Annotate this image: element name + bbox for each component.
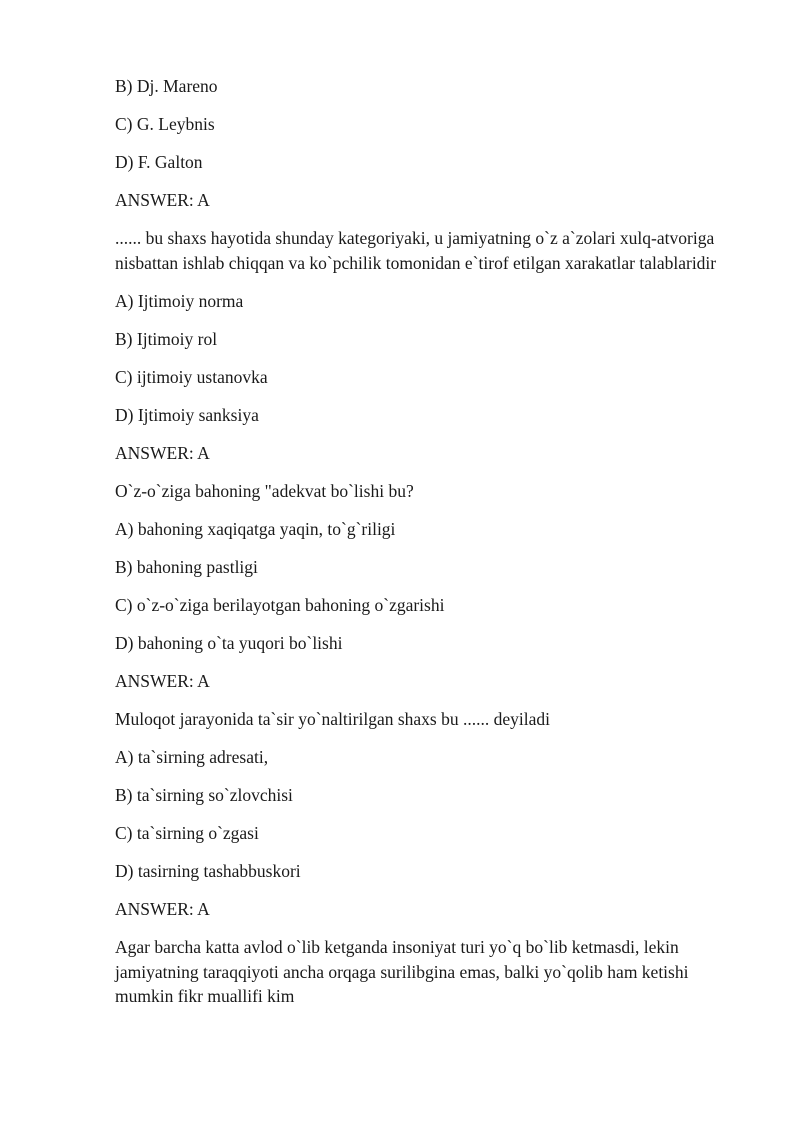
option-line: B) Dj. Mareno	[115, 76, 218, 96]
answer-line: ANSWER: A	[115, 443, 210, 463]
question-text: Muloqot jarayonida ta`sir yo`naltirilgan shaxs bu ...... deyiladi	[115, 709, 550, 729]
option-line: D) bahoning o`ta yuqori bo`lishi	[115, 633, 343, 653]
option-line: D) F. Galton	[115, 152, 203, 172]
option-line: D) Ijtimoiy sanksiya	[115, 405, 259, 425]
option-line: B) Ijtimoiy rol	[115, 329, 218, 349]
question-text: ...... bu shaxs hayotida shunday kategoriyaki, u jamiyatning o`z a`zolari xulq-atvoriga nisbattan ishlab chiqqan va ko`pchilik tomonidan e`tirof etilgan xarakatlar talablaridir	[115, 228, 717, 273]
option-line: D) tasirning tashabbuskori	[115, 861, 301, 881]
option-line: C) ijtimoiy ustanovka	[115, 367, 268, 387]
option-line: A) ta`sirning adresati,	[115, 747, 269, 767]
answer-line: ANSWER: A	[115, 671, 210, 691]
option-line: C) G. Leybnis	[115, 114, 215, 134]
question-text: O`z-o`ziga bahoning "adekvat bo`lishi bu?	[115, 481, 414, 501]
document-page	[115, 74, 745, 1023]
option-line: C) ta`sirning o`zgasi	[115, 823, 259, 843]
option-line: C) o`z-o`ziga berilayotgan bahoning o`zgarishi	[115, 595, 445, 615]
option-line: A) bahoning xaqiqatga yaqin, to`g`riligi	[115, 519, 396, 539]
option-line: A) Ijtimoiy norma	[115, 291, 244, 311]
answer-line: ANSWER: A	[115, 899, 210, 919]
option-line: B) ta`sirning so`zlovchisi	[115, 785, 293, 805]
option-line: B) bahoning pastligi	[115, 557, 258, 577]
answer-line: ANSWER: A	[115, 190, 210, 210]
question-text: Agar barcha katta avlod o`lib ketganda insoniyat turi yo`q bo`lib ketmasdi, lekin jamiyatning taraqqiyoti ancha orqaga surilibgina emas, balki yo`qolib ham ketishi mumkin fikr muallifi kim	[115, 937, 689, 1006]
